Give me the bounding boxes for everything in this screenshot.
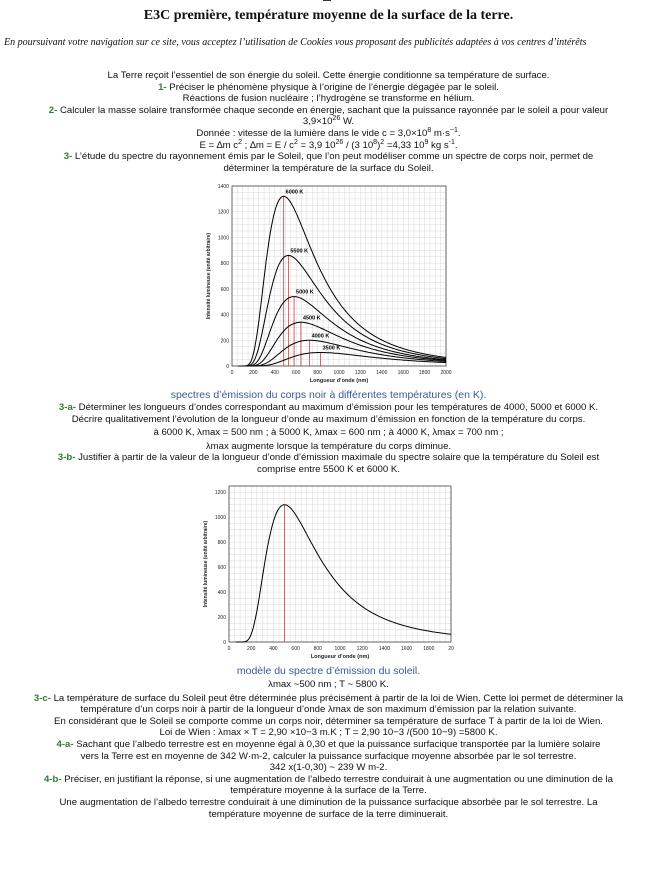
- question-3b: [0, 452, 657, 475]
- exponent: 2: [380, 138, 385, 146]
- x-tick-label: 1800: [422, 645, 434, 652]
- x-tick-label: 1800: [418, 370, 430, 377]
- y-tick-label: 200: [220, 338, 229, 345]
- calc-part: ): [377, 139, 381, 151]
- answer-3a: à 6000 K, λmax = 500 nm ; à 5000 K, λmax = 600 nm ; à 4000 K, λmax = 700 nm ;: [153, 427, 504, 439]
- x-tick-label: 20: [447, 645, 454, 652]
- blackbody-spectra-chart: [204, 178, 454, 390]
- question-4a: [0, 739, 657, 762]
- question-2: [0, 105, 657, 117]
- chart1-caption: spectres d’émission du corps noir à différentes températures (en K).: [170, 389, 487, 402]
- exponent: 2: [293, 138, 298, 146]
- y-axis-label: Intensité lumineuse (unité arbitraire): [202, 520, 209, 607]
- x-axis-label: Longueur d’onde (nm): [309, 378, 368, 385]
- question-number: 3-: [63, 151, 73, 163]
- x-tick-label: 800: [313, 645, 322, 652]
- exponent: 9: [424, 138, 429, 146]
- y-tick-label: 600: [220, 287, 229, 294]
- cookie-notice: En poursuivant votre navigation sur ce site, vous acceptez l’utilisation de Cookies vous proposant des publicités adaptées à vos centres d’intérêts: [4, 37, 587, 48]
- x-tick-label: 400: [268, 645, 278, 652]
- unit-text: m·s: [431, 127, 450, 139]
- question-number: 3-a-: [58, 401, 76, 413]
- x-tick-label: 200: [248, 370, 258, 377]
- question-number: 4-b-: [43, 773, 62, 785]
- y-tick-label: 0: [225, 364, 229, 371]
- exponent: 2: [238, 138, 242, 146]
- x-tick-label: 800: [312, 370, 322, 377]
- data-line: [0, 128, 657, 140]
- y-tick-label: 600: [217, 564, 226, 571]
- punct: .: [457, 127, 461, 139]
- x-tick-label: 1400: [378, 645, 390, 652]
- y-tick-label: 1000: [217, 235, 229, 242]
- x-tick-label: 1200: [356, 645, 368, 652]
- power-value: [0, 116, 657, 128]
- exponent: −1: [449, 126, 458, 134]
- y-tick-label: 1200: [214, 489, 226, 496]
- intro-text: La Terre reçoit l’essentiel de son énergie du soleil. Cette énergie conditionne sa température de surface.: [107, 70, 550, 81]
- article-body: [0, 70, 657, 820]
- calc-part: kg s: [428, 139, 449, 151]
- y-tick-label: 0: [222, 639, 226, 646]
- x-tick-label: 1000: [333, 645, 346, 652]
- question-3c: [0, 693, 657, 716]
- punct: .: [454, 139, 458, 151]
- x-tick-label: 1600: [400, 645, 412, 652]
- y-tick-label: 800: [220, 261, 229, 268]
- question-3: [0, 151, 657, 174]
- x-tick-label: 1200: [354, 370, 366, 377]
- series-label: 6000 K: [285, 189, 303, 196]
- question-text: Préciser le phénomène physique à l’origine de l’énergie dégagée par le soleil.: [166, 81, 499, 93]
- question-number: 3-b-: [57, 452, 76, 464]
- y-tick-label: 1400: [217, 184, 229, 191]
- y-axis-label: Intensité lumineuse (unité arbitraire): [205, 233, 212, 320]
- exponent: 26: [332, 115, 341, 123]
- x-tick-label: 400: [270, 370, 279, 377]
- data-text: Donnée : vitesse de la lumière dans le vide c = 3,0×10: [196, 127, 428, 139]
- question-number: 2-: [48, 104, 58, 116]
- x-tick-label: 200: [246, 645, 255, 652]
- answer-3a-part2: λmax augmente lorsque la température du corps diminue.: [205, 440, 452, 452]
- y-tick-label: 1200: [217, 210, 229, 217]
- x-tick-label: 600: [291, 370, 300, 377]
- grid: [229, 486, 451, 642]
- question-3a: [0, 402, 657, 414]
- x-tick-label: 1600: [397, 370, 409, 377]
- x-axis-label: Longueur d’onde (nm): [310, 653, 369, 660]
- value-text: 3,9×10: [302, 116, 333, 128]
- question-text: Justifier à partir de la valeur de la longueur d’onde d’émission maximale du spectre solaire que la température du Soleil est comprise entre 5500 K et 6000 K.: [75, 452, 600, 475]
- chart2-caption: modèle du spectre d’émission du soleil.: [236, 664, 421, 677]
- answer-4b: Une augmentation de l’albedo terrestre conduirait à une diminution de la puissance surfacique absorbée par le sol terrestre. La température moyenne de surface de la terre diminuerait.: [59, 797, 598, 820]
- x-tick-label: 600: [290, 645, 300, 652]
- solar-spectrum-chart: [201, 480, 457, 666]
- series-label: 3500 K: [322, 345, 340, 352]
- x-tick-label: 2000: [439, 370, 452, 377]
- unit-text: W.: [340, 116, 355, 128]
- question-text: Calculer la masse solaire transformée chaque seconde en énergie, sachant que la puissance rayonnée par le soleil a pour valeur: [57, 104, 609, 116]
- question-number: 3-c-: [33, 692, 51, 704]
- series-label: 5500 K: [289, 248, 308, 255]
- page-title: E3C première, température moyenne de la surface de la terre.: [143, 8, 514, 23]
- question-number: 1-: [158, 81, 167, 93]
- question-1: [0, 82, 657, 94]
- x-tick-label: 0: [230, 370, 233, 377]
- question-text: Déterminer les longueurs d’ondes correspondant au maximum d’émission pour les températures de 4000, 5000 et 6000 K.: [75, 401, 599, 413]
- question-text: Sachant que l’albedo terrestre est en moyenne égal à 0,30 et que la puissance surfacique transportée par la lumière solaire vers la Terre est en moyenne de 342 W·m-2, calculer la puissance surfacique moyenne absorbée par le sol terrestre.: [73, 739, 601, 762]
- calc-part: = 3,9 10: [297, 139, 336, 151]
- question-number: 4-a-: [56, 739, 74, 751]
- calc-part: / (3 10: [343, 139, 374, 151]
- series-label: 4000 K: [311, 333, 329, 340]
- answer-4a: 342 x(1-0,30) ~ 239 W m-2.: [269, 762, 388, 774]
- calc-part: ; ∆m = E / c: [242, 139, 294, 151]
- series-label: 5000 K: [295, 289, 314, 296]
- answer-2: [0, 140, 657, 152]
- y-tick-label: 800: [217, 539, 226, 546]
- y-tick-label: 400: [220, 312, 229, 319]
- y-tick-label: 400: [217, 589, 226, 596]
- question-text: Préciser, en justifiant la réponse, si une augmentation de l’albedo terrestre conduirait à une augmentation ou une diminution de la température moyenne à la surface de la Terre.: [61, 773, 614, 797]
- answer-1: Réactions de fusion nucléaire ; l’hydrogène se transforme en hélium.: [182, 93, 475, 105]
- question-4b: [0, 774, 657, 797]
- y-tick-label: 1000: [214, 514, 226, 521]
- y-tick-label: 200: [217, 614, 226, 621]
- x-tick-label: 1000: [332, 370, 345, 377]
- answer-3c: Loi de Wien : λmax × T = 2,90 ×10−3 m.K ; T = 2,90 10−3 /(500 10−9) =5800 K.: [159, 727, 498, 739]
- calc-part: =4,33 10: [384, 139, 425, 151]
- exponent: 8: [373, 138, 378, 146]
- question-3a-part2: Décrire qualitativement l’évolution de la longueur d’onde au maximum d’émission en fonction de la température du corps.: [71, 413, 586, 425]
- series-label: 4500 K: [302, 315, 321, 322]
- exponent: 8: [427, 126, 432, 134]
- question-3c-part2: En considérant que le Soleil se comporte comme un corps noir, déterminer sa température de surface T à partir de la loi de Wien.: [54, 715, 603, 727]
- question-text: La température de surface du Soleil peut être déterminée plus précisément à partir de la loi de Wien. Cette loi permet de déterminer la température d’un corps noir à partir de la longueur d’onde λmax de son maximum d’émission par la relation suivante.: [50, 692, 624, 716]
- calc-part: E = ∆m c: [199, 139, 239, 151]
- exponent: -1: [448, 138, 455, 146]
- x-tick-label: 0: [227, 645, 230, 652]
- exponent: 26: [335, 138, 344, 146]
- top-dash: [323, 0, 331, 1]
- x-tick-label: 1400: [375, 370, 387, 377]
- question-text: L’étude du spectre du rayonnement émis par le Soleil, que l’on peut modéliser comme un spectre de corps noir, permet de déterminer la température de la surface du Soleil.: [72, 151, 594, 174]
- answer-3b: λmax ~500 nm ; T ~ 5800 K.: [268, 679, 389, 691]
